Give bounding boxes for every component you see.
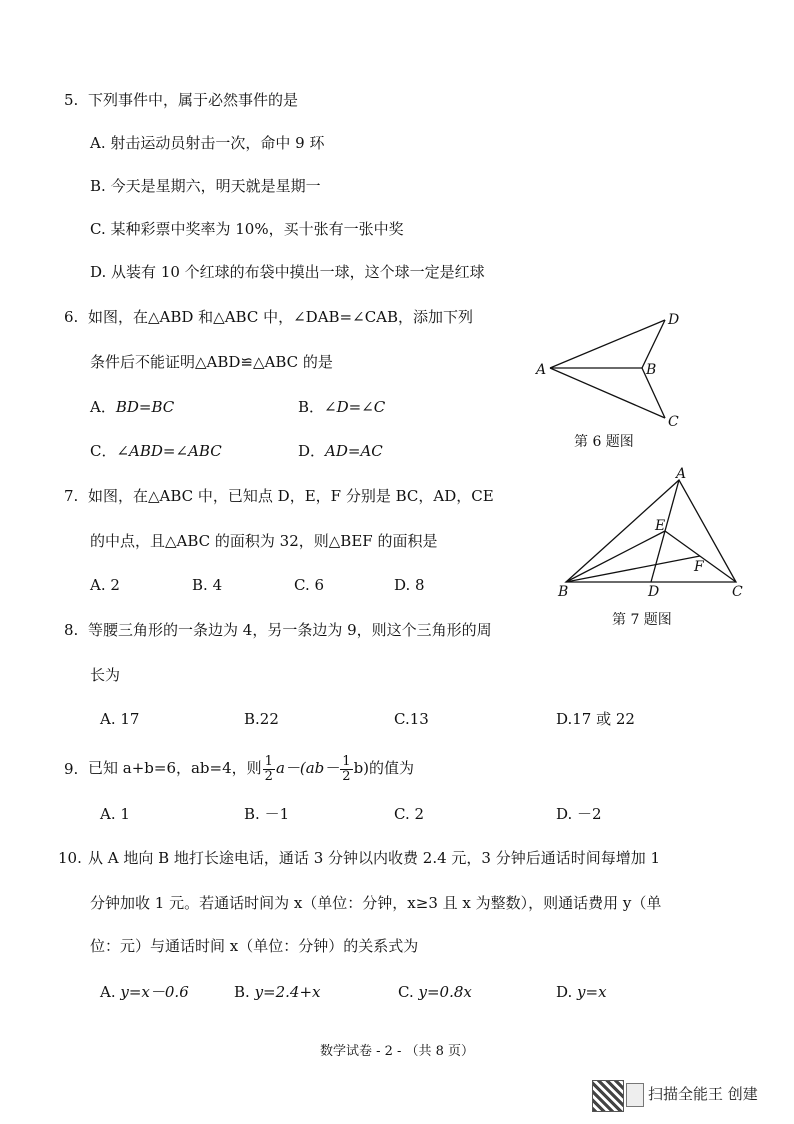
q6-figure-caption: 第 6 题图 <box>574 434 634 450</box>
q7-stem-line2: 的中点，且△ABC 的面积为 32，则△BEF 的面积是 <box>90 532 438 550</box>
q9-number: 9. <box>64 760 79 778</box>
q6-figure <box>530 302 690 432</box>
q7-label-e: E <box>655 518 666 534</box>
q10-option-d: D. y=x <box>556 983 607 1001</box>
q7-number: 7. <box>64 487 79 505</box>
q7-label-f: F <box>694 559 704 575</box>
q7-figure <box>556 466 756 606</box>
scanner-watermark <box>592 1077 778 1111</box>
q10-option-a: A. y=x－0.6 <box>100 983 189 1001</box>
q9-fraction-1: $\frac{1}{2}$ <box>264 753 273 784</box>
q7-label-a: A <box>676 466 687 482</box>
q9-option-d: D. －2 <box>556 805 602 823</box>
q7-stem-line1: 如图，在△ABC 中，已知点 D，E，F 分别是 BC，AD，CE <box>88 487 494 505</box>
q6-label-a: A <box>536 362 547 378</box>
q5-option-a: A. 射击运动员射击一次，命中 9 环 <box>90 134 325 152</box>
scanner-logo-icon <box>626 1083 644 1107</box>
q6-label-c: C <box>668 414 679 430</box>
q7-option-a: A. 2 <box>90 576 120 594</box>
q7-label-c: C <box>732 584 743 600</box>
q8-stem-line2: 长为 <box>90 666 121 684</box>
q6-option-d: D．AD=AC <box>298 442 383 460</box>
q5-option-d: D. 从装有 10 个红球的布袋中摸出一球，这个球一定是红球 <box>90 263 485 281</box>
page-footer: 数学试卷 - 2 - （共 8 页） <box>319 1044 475 1059</box>
q6-option-a: A．BD=BC <box>90 398 175 416</box>
q7-label-d: D <box>648 584 660 600</box>
q8-number: 8. <box>64 621 79 639</box>
q8-stem-line1: 等腰三角形的一条边为 4，另一条边为 9，则这个三角形的周 <box>88 621 492 639</box>
qr-code-icon <box>592 1080 624 1112</box>
q9-option-b: B. －1 <box>244 805 290 823</box>
q9-option-a: A. 1 <box>100 805 130 823</box>
q5-number: 5. <box>64 91 79 109</box>
q6-label-d: D <box>668 312 680 328</box>
q7-option-d: D. 8 <box>394 576 425 594</box>
q6-option-c: C．∠ABD=∠ABC <box>90 442 222 460</box>
q7-figure-caption: 第 7 题图 <box>612 612 672 628</box>
q6-label-b: B <box>646 362 657 378</box>
q8-option-a: A. 17 <box>100 710 140 728</box>
watermark-text: 扫描全能王 创建 <box>648 1085 758 1103</box>
q10-stem-line2: 分钟加收 1 元。若通话时间为 x（单位：分钟，x≥3 且 x 为整数），则通话费用 y（单 <box>90 894 662 912</box>
q5-option-b: B. 今天是星期六，明天就是星期一 <box>90 177 321 195</box>
q7-option-c: C. 6 <box>294 576 325 594</box>
q6-stem-line1: 如图，在△ABD 和△ABC 中，∠DAB=∠CAB，添加下列 <box>88 308 474 326</box>
q9-fraction-2: $\frac{1}{2}$ <box>342 753 351 784</box>
q8-option-c: C.13 <box>394 710 429 728</box>
q10-number: 10. <box>58 849 82 867</box>
q7-label-b: B <box>558 584 569 600</box>
q6-option-b: B．∠D=∠C <box>298 398 386 416</box>
q5-option-c: C. 某种彩票中奖率为 10%，买十张有一张中奖 <box>90 220 404 238</box>
q5-stem: 下列事件中，属于必然事件的是 <box>88 91 299 109</box>
q10-stem-line3: 位：元）与通话时间 x（单位：分钟）的关系式为 <box>90 937 419 955</box>
q10-option-c: C. y=0.8x <box>398 983 472 1001</box>
q6-number: 6. <box>64 308 79 326</box>
q6-stem-line2: 条件后不能证明△ABD≌△ABC 的是 <box>90 353 333 371</box>
q10-option-b: B. y=2.4+x <box>234 983 321 1001</box>
q9-stem: 已知 a+b=6，ab=4，则 $\frac{1}{2}$ a－(ab－ $\frac{1}{2}$ b)的值为 <box>88 753 415 784</box>
q8-option-b: B.22 <box>244 710 279 728</box>
q9-option-c: C. 2 <box>394 805 425 823</box>
q10-stem-line1: 从 A 地向 B 地打长途电话，通话 3 分钟以内收费 2.4 元，3 分钟后通话时间每增加 1 <box>88 849 661 867</box>
q7-option-b: B. 4 <box>192 576 223 594</box>
q8-option-d: D.17 或 22 <box>556 710 635 728</box>
